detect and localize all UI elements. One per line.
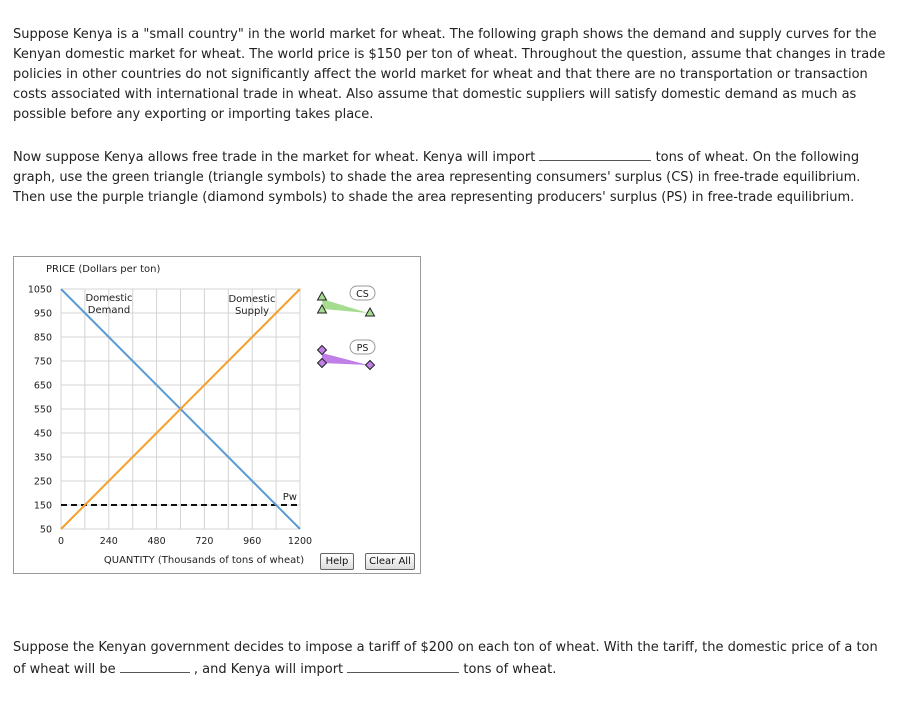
tariff-price-input[interactable] — [120, 658, 190, 673]
ps-tool-label: PS — [356, 343, 369, 354]
x-tick-label: 720 — [195, 536, 214, 547]
supply-demand-chart — [14, 257, 420, 573]
y-tick-label: 1050 — [27, 284, 52, 296]
x-tick-label: 0 — [57, 536, 65, 547]
y-tick-label: 550 — [33, 404, 52, 416]
import-quantity-input[interactable] — [539, 146, 651, 161]
tariff-question — [13, 638, 893, 680]
supply-curve-label: Domestic Supply — [228, 294, 276, 317]
cs-tool-label: CS — [356, 289, 369, 300]
world-price-label: Pw — [282, 492, 297, 503]
tariff-text-1: Suppose the Kenyan government decides to impose a tariff of $200 on each ton of wheat. With the tariff, the domestic price of a ton of wheat will be — [13, 640, 878, 677]
graph-panel — [13, 256, 421, 574]
y-tick-label: 250 — [33, 476, 52, 488]
diamond-marker-icon — [318, 346, 327, 355]
x-tick-label: 240 — [99, 536, 118, 547]
x-tick-label: 1200 — [287, 536, 313, 547]
y-tick-label: 850 — [33, 332, 52, 344]
y-axis-title: PRICE (Dollars per ton) — [46, 264, 161, 275]
tariff-import-input[interactable] — [347, 658, 459, 673]
diamond-marker-icon — [366, 361, 375, 370]
x-axis-title: QUANTITY (Thousands of tons of wheat) — [103, 555, 305, 566]
y-tick-label: 650 — [33, 380, 52, 392]
free-trade-question — [13, 146, 893, 208]
triangle-marker-icon — [366, 308, 375, 316]
y-tick-label: 450 — [33, 428, 52, 440]
y-tick-label: 750 — [33, 356, 52, 368]
x-tick-label: 960 — [243, 536, 262, 547]
clear-all-button[interactable]: Clear All — [365, 553, 415, 570]
tariff-text-3: tons of wheat. — [459, 662, 557, 677]
intro-paragraph: Suppose Kenya is a "small country" in the world market for wheat. The following graph shows the demand and supply curves for the Kenyan domestic market for wheat. The world price is $150 per ton of wheat. Throughout the question, assume that changes in trade policies in other countries do not significantly affect the world market for wheat and that there are no transportation or transaction costs associated with international trade in wheat. Also assume that domestic suppliers will satisfy domestic demand as much as possible before any exporting or importing takes place. — [13, 27, 886, 122]
y-tick-label: 950 — [33, 308, 52, 320]
free-trade-text-2: tons of wheat. On the following graph, use the green triangle (triangle symbols) to shade the area representing consumers' surplus (CS) in free-trade equilibrium. Then use the purple triangle (diamond symbols) to shade the area representing producers' surplus (PS) in free-trade equilibrium. — [13, 150, 861, 205]
y-tick-label: 50 — [39, 524, 52, 536]
y-tick-label: 150 — [33, 500, 52, 512]
free-trade-text-1: Now suppose Kenya allows free trade in the market for wheat. Kenya will import — [13, 150, 540, 165]
y-tick-label: 350 — [33, 452, 52, 464]
tariff-text-2: , and Kenya will import — [189, 662, 348, 677]
cs-shape-preview — [322, 299, 368, 313]
help-button[interactable]: Help — [320, 553, 354, 570]
demand-curve-label: Domestic Demand — [85, 293, 133, 316]
triangle-marker-icon — [318, 292, 327, 300]
ps-shape-preview — [322, 353, 368, 365]
x-tick-label: 480 — [147, 536, 166, 547]
